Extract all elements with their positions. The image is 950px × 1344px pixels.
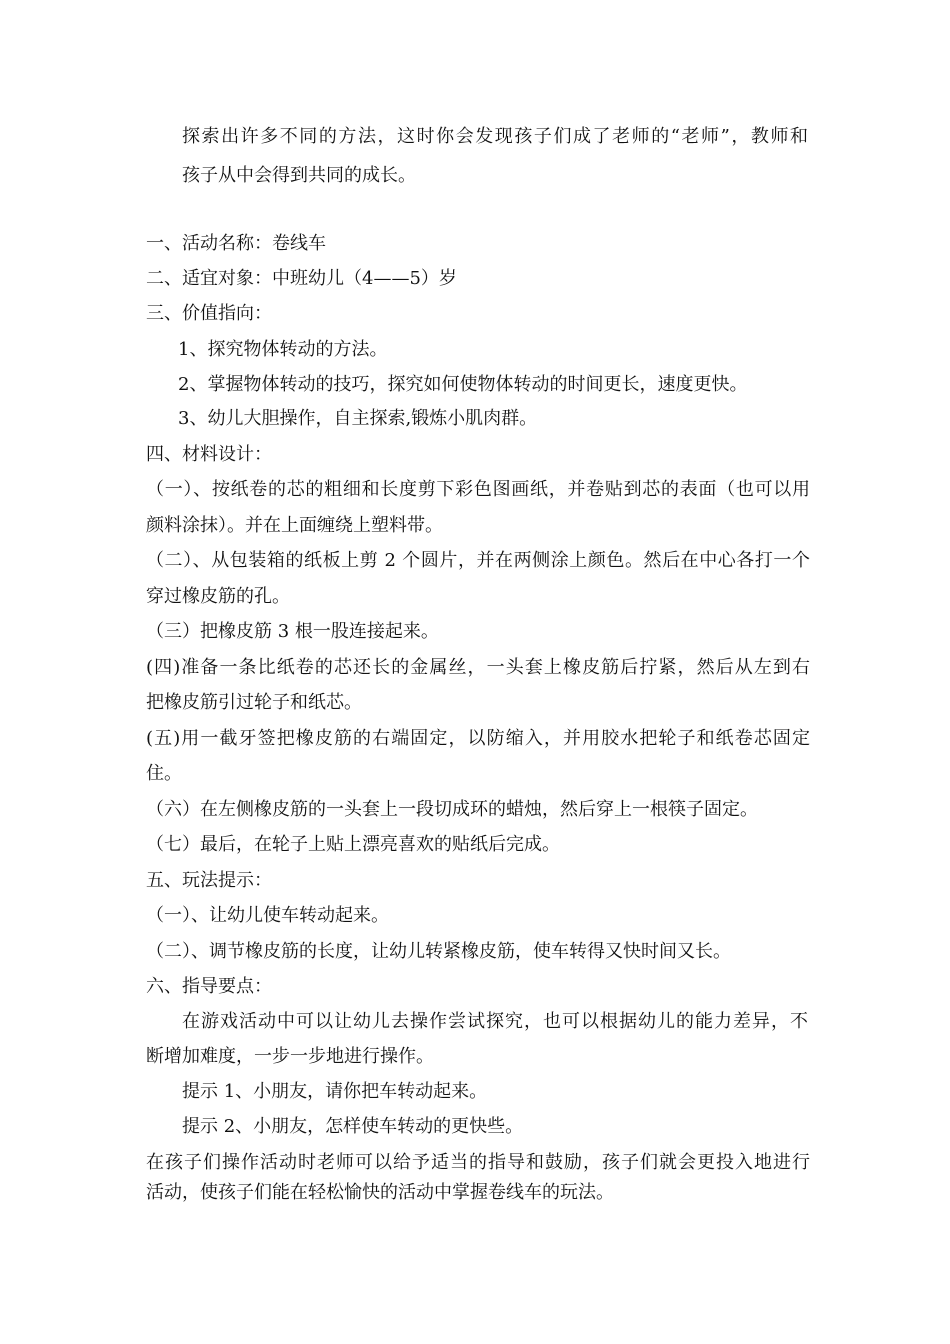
guidance-para-line-1: 在游戏活动中可以让幼儿去操作尝试探究，也可以根据幼儿的能力差异，不 — [182, 1011, 808, 1032]
guidance-tip-2: 提示 2、小朋友，怎样使车转动的更快些。 — [182, 1116, 524, 1137]
closing-line-1: 在孩子们操作活动时老师可以给予适当的指导和鼓励，孩子们就会更投入地进行 — [146, 1152, 810, 1173]
material-line-7: 把橡皮筋引过轮子和纸芯。 — [146, 692, 362, 713]
value-item-2: 2、掌握物体转动的技巧，探究如何使物体转动的时间更长，速度更快。 — [178, 374, 748, 395]
section-material-heading: 四、材料设计： — [146, 444, 272, 465]
play-line-2: （二）、调节橡皮筋的长度，让幼儿转紧橡皮筋，使车转得又快时间又长。 — [146, 941, 731, 962]
value-item-3: 3、幼儿大胆操作，自主探索,锻炼小肌肉群。 — [178, 408, 538, 429]
material-line-6: (四)准备一条比纸卷的芯还长的金属丝，一头套上橡皮筋后拧紧，然后从左到右 — [146, 657, 810, 678]
material-line-2: 颜料涂抹）。并在上面缠绕上塑料带。 — [146, 515, 443, 536]
guidance-tip-1: 提示 1、小朋友，请你把车转动起来。 — [182, 1081, 488, 1102]
guidance-para-line-2: 断增加难度，一步一步地进行操作。 — [146, 1046, 434, 1067]
intro-line-1: 探索出许多不同的方法，这时你会发现孩子们成了老师的“老师”，教师和 — [182, 126, 808, 147]
section-play-heading: 五、玩法提示： — [146, 870, 272, 891]
section-activity-name: 一、活动名称：卷线车 — [146, 233, 326, 254]
material-line-3: （二）、从包装箱的纸板上剪 2 个圆片，并在两侧涂上颜色。然后在中心各打一个 — [146, 550, 810, 571]
section-value-heading: 三、价值指向： — [146, 303, 272, 324]
value-item-1: 1、探究物体转动的方法。 — [178, 339, 388, 360]
section-guidance-heading: 六、指导要点： — [146, 976, 272, 997]
material-line-11: （七）最后，在轮子上贴上漂亮喜欢的贴纸后完成。 — [146, 834, 560, 855]
material-line-8: (五)用一截牙签把橡皮筋的右端固定，以防缩入，并用胶水把轮子和纸卷芯固定 — [146, 728, 810, 749]
material-line-9: 住。 — [146, 763, 182, 784]
material-line-4: 穿过橡皮筋的孔。 — [146, 586, 290, 607]
intro-line-2: 孩子从中会得到共同的成长。 — [182, 165, 416, 186]
material-line-5: （三）把橡皮筋 3 根一股连接起来。 — [146, 621, 439, 642]
play-line-1: （一）、让幼儿使车转动起来。 — [146, 905, 389, 926]
section-target-group: 二、适宜对象：中班幼儿（4——5）岁 — [146, 268, 457, 289]
closing-line-2: 活动，使孩子们能在轻松愉快的活动中掌握卷线车的玩法。 — [146, 1182, 614, 1203]
material-line-1: （一）、按纸卷的芯的粗细和长度剪下彩色图画纸，并卷贴到芯的表面（也可以用 — [146, 479, 810, 500]
material-line-10: （六）在左侧橡皮筋的一头套上一段切成环的蜡烛，然后穿上一根筷子固定。 — [146, 799, 758, 820]
